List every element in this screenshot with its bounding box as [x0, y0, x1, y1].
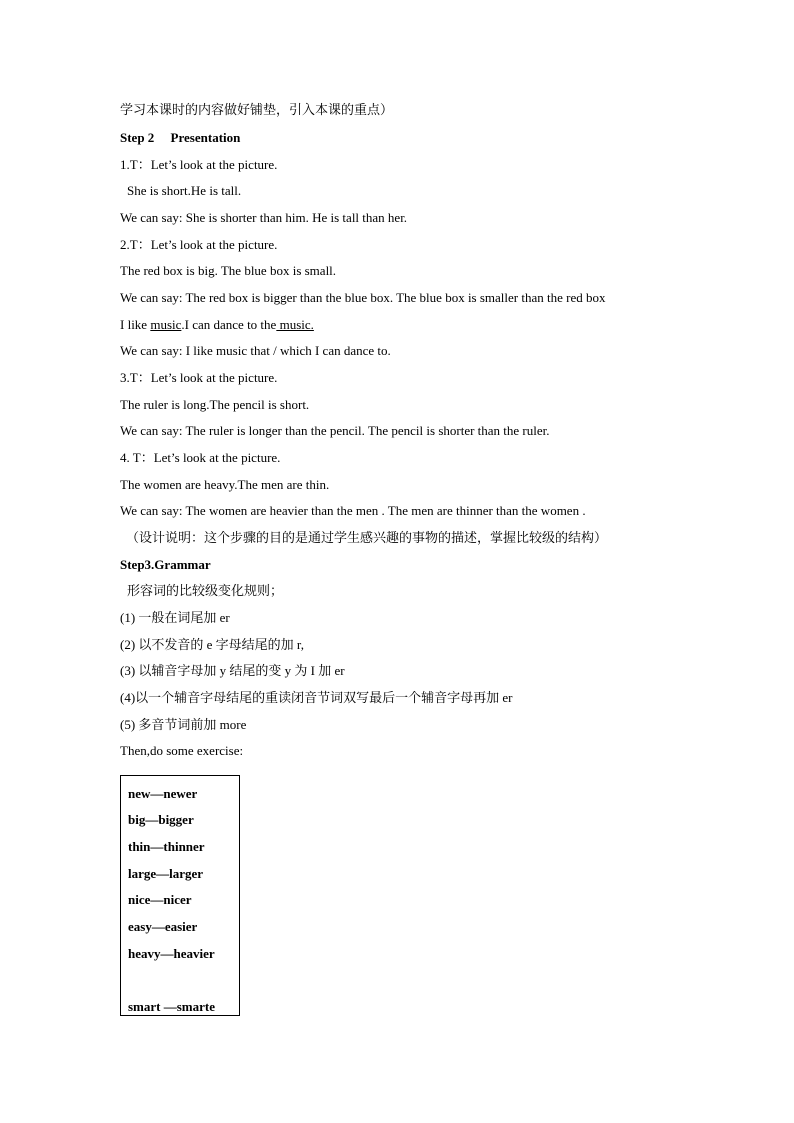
exercise-item: easy—easier	[128, 919, 198, 934]
text-line	[120, 316, 314, 334]
exercise-item: big—bigger	[128, 812, 194, 827]
text-line: 1.T：Let’s look at the picture.	[120, 157, 278, 172]
rule-item: (3) 以辅音字母加 y 结尾的变 y 为 I 加 er	[120, 663, 345, 678]
rule-item: (4)以一个辅音字母结尾的重读闭音节词双写最后一个辅音字母再加 er	[120, 690, 513, 705]
text-line: The ruler is long.The pencil is short.	[120, 397, 310, 412]
design-note: （设计说明：这个步骤的目的是通过学生感兴趣的事物的描述，掌握比较级的结构）	[126, 530, 608, 545]
exercise-item: nice—nicer	[128, 892, 192, 907]
text-line: We can say: She is shorter than him. He is tall than her.	[120, 210, 408, 225]
text-line: 3.T：Let’s look at the picture.	[120, 370, 278, 385]
text-line: 形容词的比较级变化规则；	[127, 583, 284, 598]
exercise-item: heavy—heavier	[128, 946, 215, 961]
text-line: 4. T：Let’s look at the picture.	[120, 450, 281, 465]
text-line: 学习本课时的内容做好铺垫，引入本课的重点）	[120, 102, 394, 117]
text-line: The red box is big. The blue box is small.	[120, 263, 337, 278]
text-line: We can say: The women are heavier than the men . The men are thinner than the women .	[120, 503, 586, 518]
underlined-word: music	[150, 317, 182, 332]
text-fragment: .I can dance to the	[181, 317, 277, 332]
exercise-box	[120, 775, 240, 1016]
text-line: 2.T：Let’s look at the picture.	[120, 237, 278, 252]
text-line: We can say: I like music that / which I can dance to.	[120, 343, 391, 358]
rule-item: (1) 一般在词尾加 er	[120, 610, 230, 625]
text-fragment: I like	[120, 317, 151, 332]
rule-item: (2) 以不发音的 e 字母结尾的加 r,	[120, 637, 304, 652]
exercise-item: thin—thinner	[128, 839, 205, 854]
text-line: We can say: The red box is bigger than the blue box. The blue box is smaller than the red box	[120, 290, 606, 305]
rule-item: (5) 多音节词前加 more	[120, 717, 247, 732]
underlined-word: music.	[276, 317, 314, 332]
exercise-item: smart —smarte	[128, 999, 215, 1014]
text-line: She is short.He is tall.	[127, 183, 242, 198]
section-heading-step3: Step3.Grammar	[120, 557, 211, 572]
section-heading-step2: Step 2 Presentation	[120, 130, 241, 145]
exercise-item: new—newer	[128, 786, 198, 801]
text-line: The women are heavy.The men are thin.	[120, 477, 330, 492]
text-line: Then,do some exercise:	[120, 743, 244, 758]
exercise-item: large—larger	[128, 866, 204, 881]
text-line: We can say: The ruler is longer than the pencil. The pencil is shorter than the ruler.	[120, 423, 550, 438]
